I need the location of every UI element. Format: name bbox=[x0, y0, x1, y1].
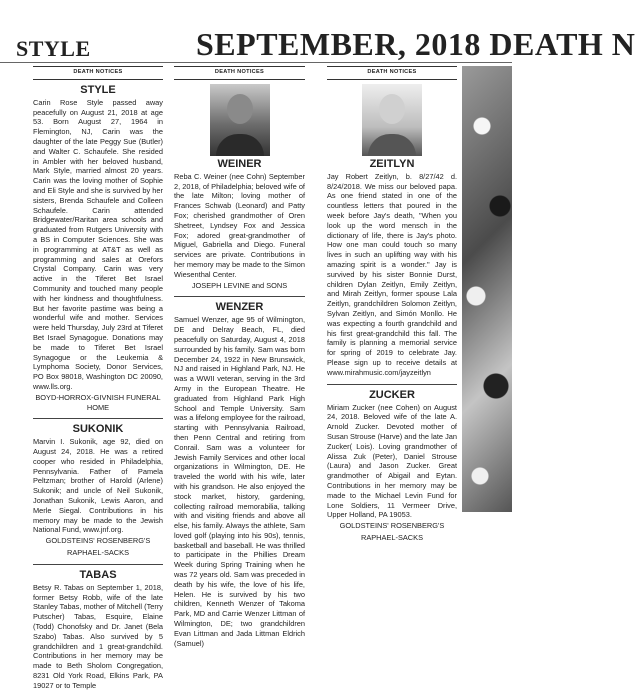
notice-text-zeitlyn: Jay Robert Zeitlyn, b. 8/27/42 d. 8/24/2018. We miss our beloved papa. As one friend stated in one of the countless letters that poured in the week before Jay's death, "When you look up the word mensch in the dictionary of life, there is Jay's photo. How one man could touch so many lives in such an uplifting way with his amazing spirit is a wonder." Jay is survived by his sister Bonnie Durst, children Dylan Zeitlyn, Emily Zeitlyn, and Mirah Zeitlyn, former spouse Lala Zeitlyn, grandchildren Solomon Zeitlyn, Sylvan Zeitlyn, and Simón Monllo. He was expecting a fourth grandchild and his first great-grandchild this fall. The family is planning a memorial service for spring of 2019 to celebrate Jay. Please sign up to receive details at www.mirahmusic.com/jayzeitlyn bbox=[327, 171, 457, 377]
section-label: DEATH NOTICES bbox=[174, 66, 305, 80]
funeral-home: RAPHAEL-SACKS bbox=[66, 548, 130, 558]
portrait-head bbox=[227, 94, 253, 124]
notice-name-tabas: TABAS bbox=[33, 564, 163, 581]
funeral-home: GOLDSTEINS' ROSENBERG'S bbox=[339, 521, 445, 531]
floral-photo-sidebar bbox=[462, 66, 512, 512]
header-section-label: STYLE bbox=[16, 36, 91, 61]
portrait-shoulders bbox=[368, 134, 416, 156]
column-3 bbox=[327, 66, 457, 542]
portrait-head bbox=[379, 94, 405, 124]
notice-text-style: Carin Rose Style passed away peacefully on August 21, 2018 at age 53. Born August 27, 1964 in Flemington, NJ, Carin was the daughter of the late Peggy Sue (Butler) and Walter C. Schaufele. She resided in Ambler with her beloved husband, Mark Style, married almost 20 years. Carin was the loving mother of Sophie and Eli Style and she is survived by her sisters, Brenda Schaufele and Colleen Schaufele. Carin attended Bridgewater/Raritan area schools and graduated from Rutgers University with a BS in Computer Sciences. She was in programming at AT&T as well as programming and sales at Orefors Crystal Company. Carin was very active in the Tiferet Bet Israel Community and touched many people with her kindness and thoughtfulness. But her favorite pastime was being a wonderful wife and mother. Services were held Thursday, July 23rd at Tiferet Bet Israel Synagogue. Donations may be made to Tiferet Bet Israel Synagogue or the Leukemia & Lymphoma Society, Donor Services, PO Box 98018, Washington DC 20090, www.lls.org. bbox=[33, 97, 163, 391]
notice-text-sukonik: Marvin I. Sukonik, age 92, died on August 24, 2018. He was a retired cooper who resided in Philadelphia, Pennsylvania. Father of Pamela Peltzman; brother of Harold (Arlene) Sukonik; and uncle of Neil Sukonik, Jonathan Sukonik, Lewis Aaron, and Merle Siegal. Contributions in his memory may be made to the Jewish National Fund, www.jnf.org. bbox=[33, 437, 163, 535]
portrait-shoulders bbox=[216, 134, 264, 156]
portrait-photo-zeitlyn bbox=[362, 84, 422, 156]
column-1 bbox=[33, 66, 163, 690]
notice-name-zucker: ZUCKER bbox=[327, 384, 457, 401]
notice-name-sukonik: SUKONIK bbox=[33, 418, 163, 435]
funeral-home: BOYD-HORROX-GIVNISH FUNERAL HOME bbox=[35, 392, 161, 412]
notice-text-weiner: Reba C. Weiner (nee Cohn) September 2, 2018, of Philadelphia; beloved wife of the late Milton; loving mother of Frances Schwab (Leonard) and Patty Fox; cherished grandmother of Oren Shetreet, Lyndsey Fox and Jessica Fox; adored great-grandmother of Miguel, Gabriella and Diego. Funeral services are private. Contributions in her memory may be made to the Simon Wiesenthal Center. bbox=[174, 171, 305, 279]
notice-text-wenzer: Samuel Wenzer, age 95 of Wilmington, DE and Delray Beach, FL, died peacefully on Saturday, August 4, 2018 surrounded by his family. Sam was born December 24, 1922 in New Brunswick, NJ and raised in Highland Park, NJ. He was a WWII veteran, serving in the 3rd Army in the European Theatre. He graduated from Highland Park High School and Temple University. Sam was a lifelong employee for the railroad, starting with Pennsylvania Railroad, then Penn Central and retiring from Conrail. Sam was a volunteer for Jewish Family Services and other local organizations in Wilmington, DE. He traveled the world with his wife, later with his grandson. He also enjoyed the stock market, history, gardening, collecting railroad memorabilia, talking with and visiting friends and above all else, his family. Always the athlete, Sam loved golf (playing into his 90s), tennis, basketball and baseball. He was thrilled to participate in the Phillies Dream Week during Spring Training when he was 72 years old. Sam was preceded in death by his wife, the love of his life, Helen. He is survived by his two children, Kenneth Wenzer of Takoma Park, MD and Carrie Wenzer Littman of Wilmington, DE; two grandchildren Evan Littman and Jada Littman Eldrich (Samuel) bbox=[174, 315, 305, 648]
column-2 bbox=[174, 66, 305, 648]
header-rule bbox=[0, 62, 512, 63]
notice-name-weiner: WEINER bbox=[217, 157, 262, 170]
notice-text-tabas: Betsy R. Tabas on September 1, 2018, former Betsy Robb, wife of the late Stanley Tabas, mother of Mitchell (Terry Putscher) Tabas, Esquire, Elaine (Todd) Chonofsky and Dr. Janet (Bela Szabo) Tabas. Also survived by 5 grandchildren and 1 great-grandchild. Contributions in her memory may be made to Beth Sholom Congregation, 8231 Old York Road, Elkins Park, PA 19027 or to Temple bbox=[33, 582, 163, 690]
section-label: DEATH NOTICES bbox=[33, 66, 163, 80]
notice-name-zeitlyn: ZEITLYN bbox=[369, 157, 415, 170]
funeral-home: GOLDSTEINS' ROSENBERG'S bbox=[45, 536, 151, 546]
page-title: SEPTEMBER, 2018 DEATH N bbox=[196, 26, 635, 62]
funeral-home: RAPHAEL-SACKS bbox=[360, 532, 424, 542]
notice-name-wenzer: WENZER bbox=[174, 296, 305, 313]
notice-name-style: STYLE bbox=[80, 83, 116, 96]
section-label: DEATH NOTICES bbox=[327, 66, 457, 80]
funeral-home: JOSEPH LEVINE and SONS bbox=[191, 280, 288, 290]
portrait-photo-weiner bbox=[210, 84, 270, 156]
notice-text-zucker: Miriam Zucker (nee Cohen) on August 24, 2018. Beloved wife of the late A. Arnold Zucker. Devoted mother of Susan Strouse (Harve) and the late Jan Zucker( Lois). Loving grandmother of Alissa Zuk (Peter), Daniel Strouse (Laura) and Jason Zucker. Great grandmother of Abigail and Eytan. Contributions in her memory may be made to the Michael Levin Fund for Lone Soldiers, 11 Vermeer Drive, Upper Holland, PA 19053. bbox=[327, 402, 457, 520]
